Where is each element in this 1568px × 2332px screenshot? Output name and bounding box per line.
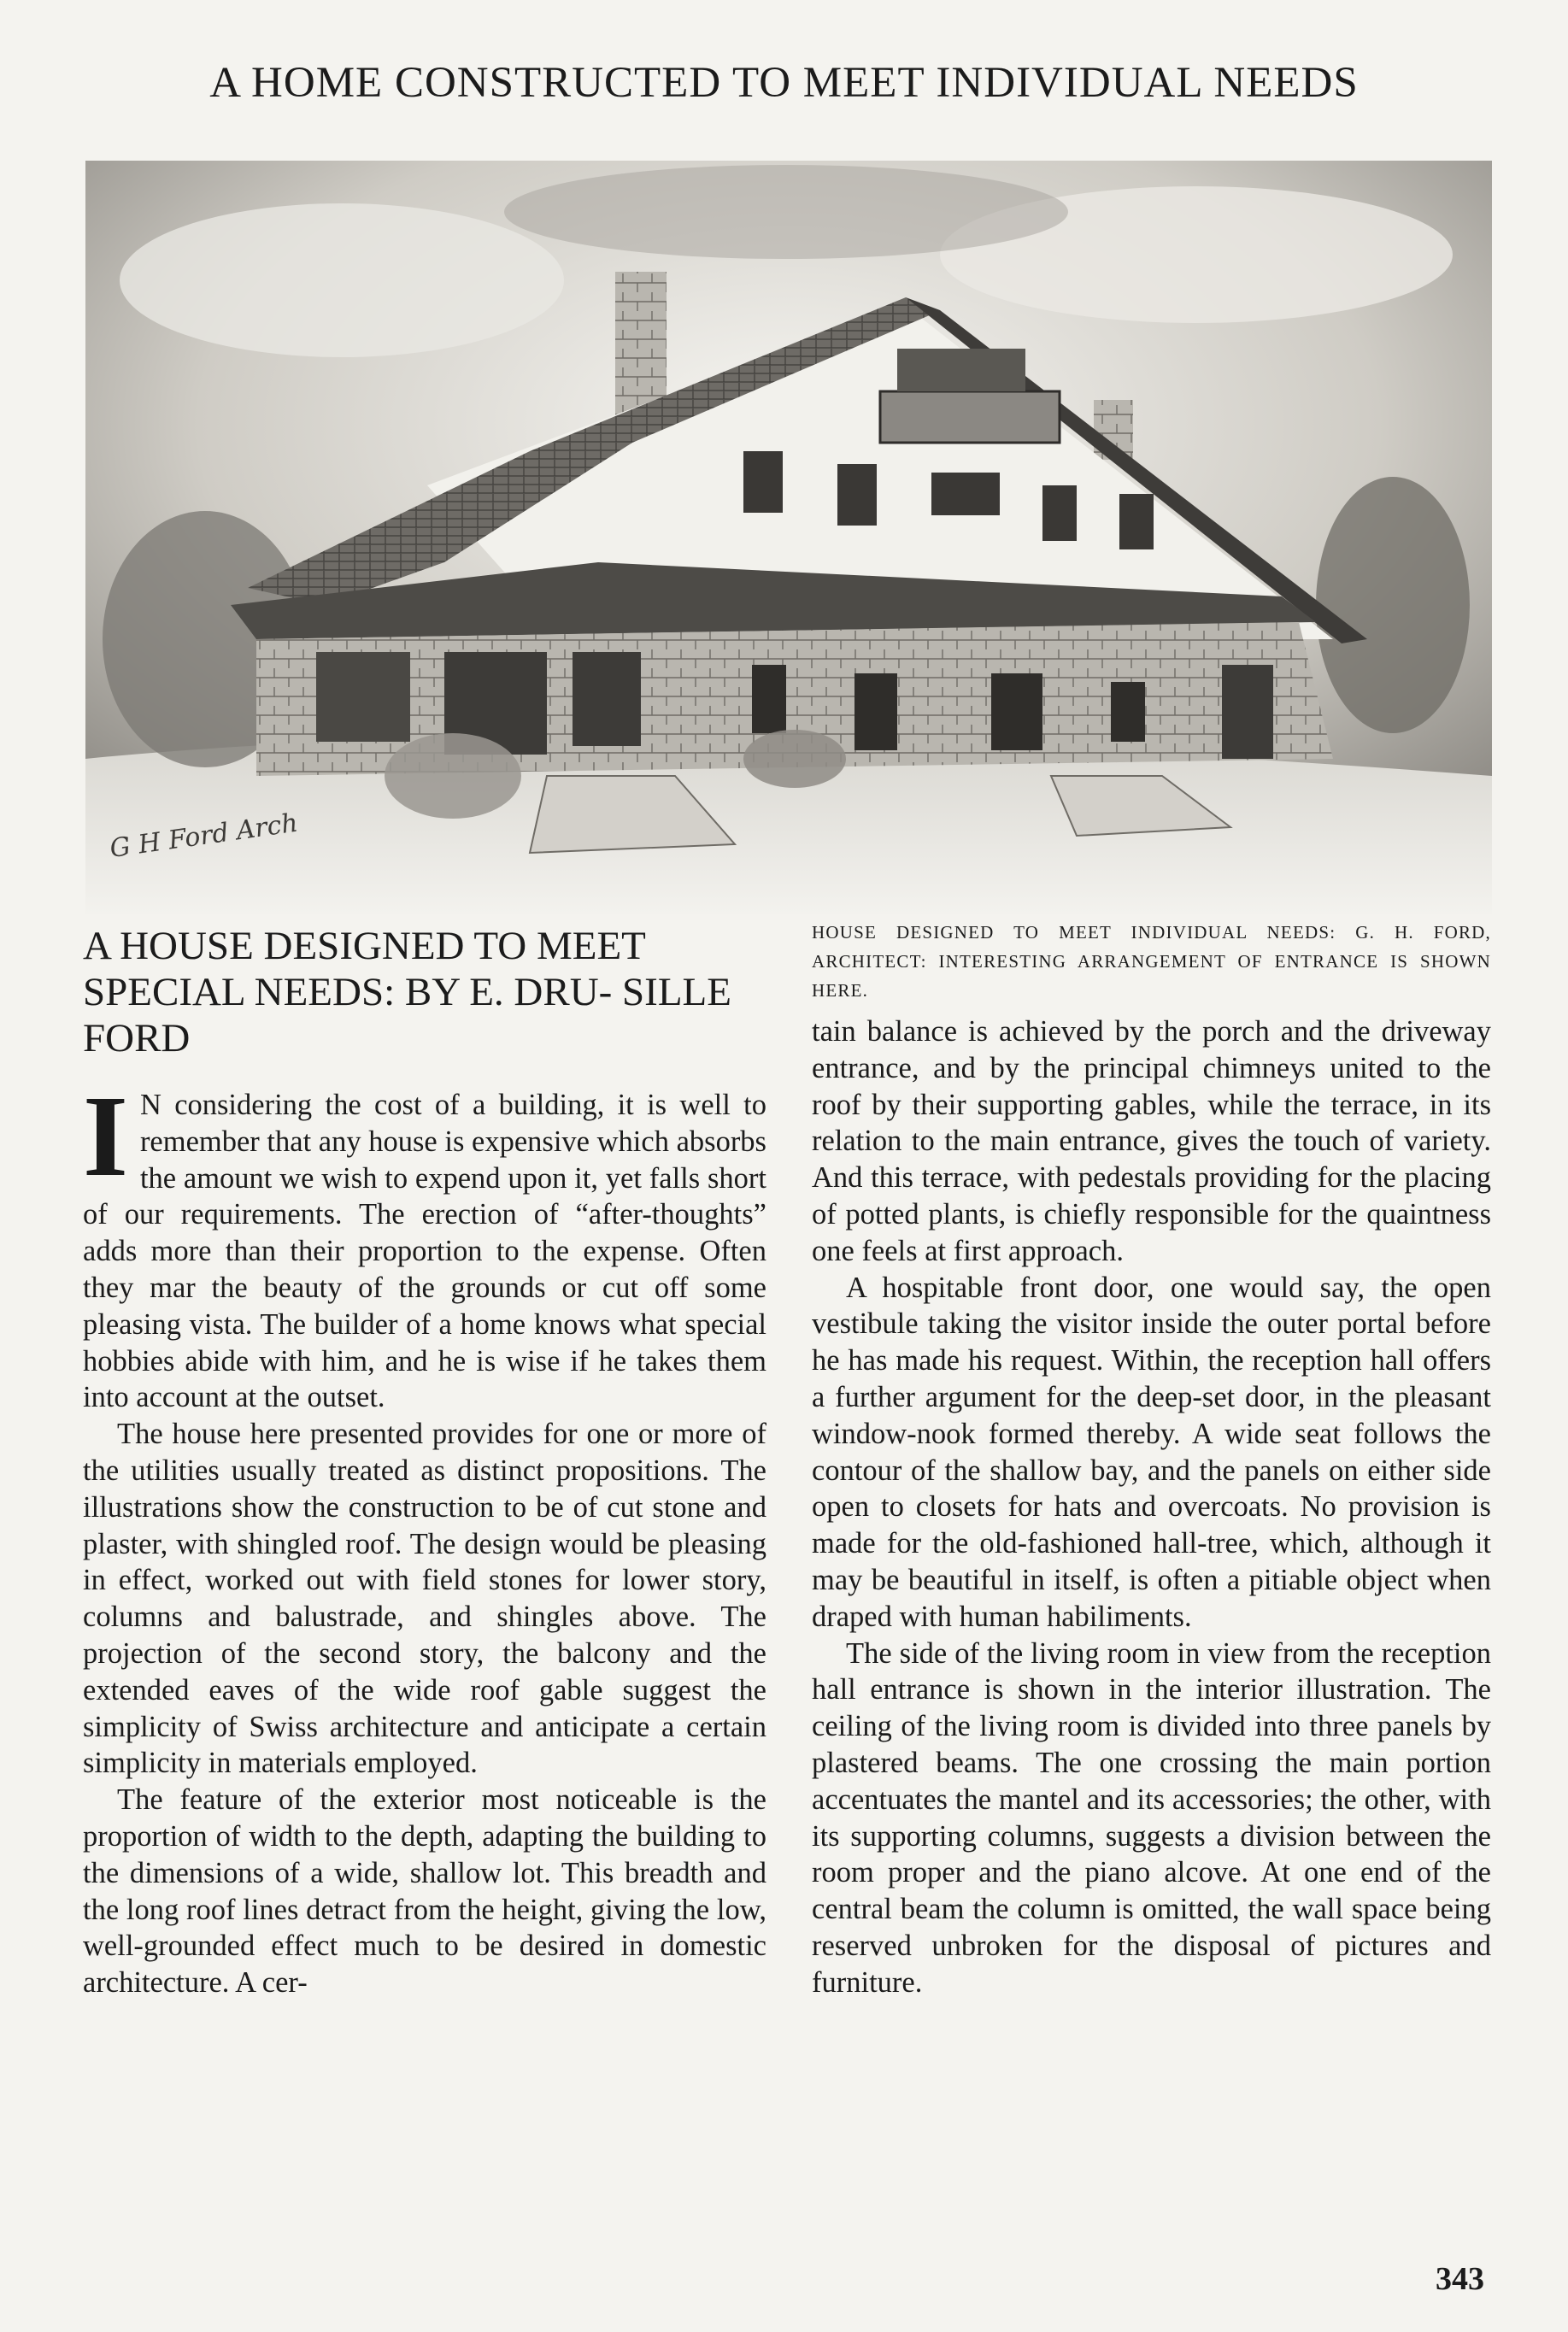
paragraph: tain balance is achieved by the porch and the driveway entrance, and by the principal chimneys united to the roof by their supporting gables, while the terrace, in its relation to the main entrance, gives the touch of variety. And this terrace, with pedestals providing for the placing of potted plants, is chiefly responsible for the quaintness one feels at first approach.: [812, 1015, 1491, 1267]
house-drawing: [85, 161, 1492, 914]
house-illustration: [85, 161, 1492, 914]
article-title: A HOUSE DESIGNED TO MEET SPECIAL NEEDS: BY E. DRU- SILLE FORD: [83, 924, 731, 1060]
running-head: A HOME CONSTRUCTED TO MEET INDIVIDUAL NEEDS: [209, 59, 1359, 107]
artist-signature: G H Ford Arch: [108, 808, 300, 865]
right-column: [812, 1013, 1491, 2001]
paragraph: The house here presented provides for one or more of the utilities usually treated as distinct propositions. The illustrations show the construction to be of cut stone and plaster, with shingled roof. The design would be pleasing in effect, worked out with field stones for lower story, columns and balustrade, and shingles above. The projection of the second story, the balcony and the extended eaves of the wide roof gable suggest the simplicity of Swiss architecture and anticipate a certain simplicity in materials employed.: [83, 1418, 766, 1780]
paragraph: I N considering the cost of a building, it is well to remember that any house is expensive which absorbs the amount we wish to expend upon it, yet falls short of our requirements. The erection of “after-thoughts” adds more than their proportion to the expense. Often they mar the beauty of the grounds or cut off some pleasing vista. The builder of a home knows what special hobbies abide with him, and he is wise if he takes them into account at the outset.: [83, 1072, 766, 1414]
drop-cap: I: [83, 1072, 128, 1201]
paragraph: A hospitable front door, one would say, the open vestibule taking the visitor inside the outer portal before he has made his request. Within, the reception hall offers a further argument for the deep-set door, in the pleasant window-nook formed thereby. A wide seat follows the contour of the shallow bay, and the panels on either side open to closets for hats and overcoats. No provision is made for the old-fashioned hall-tree, which, although it may be beautiful in itself, is often a pitiable object when draped with human habiliments.: [812, 1271, 1491, 1633]
page-number: 343: [1436, 2261, 1484, 2297]
figure-caption: HOUSE DESIGNED TO MEET INDIVIDUAL NEEDS: G. H. FORD, ARCHITECT: INTERESTING ARRANGEMENT OF ENTRANCE IS SHOWN HERE.: [812, 922, 1491, 1001]
paragraph: The side of the living room in view from the reception hall entrance is shown in the interior illustration. The ceiling of the living room is divided into three panels by plastered beams. The one crossing the main portion accentuates the mantel and its accessories; the other, with its supporting columns, suggests a division between the room proper and the piano alcove. At one end of the central beam the column is omitted, the wall space being reserved unbroken for the disposal of pictures and furniture.: [812, 1636, 1491, 1999]
paragraph: The feature of the exterior most noticeable is the proportion of width to the depth, adapting the building to the dimensions of a wide, shallow lot. This breadth and the long roof lines detract from the height, giving the low, well-grounded effect much to be desired in domestic architecture. A cer-: [83, 1783, 766, 2000]
left-column: [83, 1072, 766, 2001]
